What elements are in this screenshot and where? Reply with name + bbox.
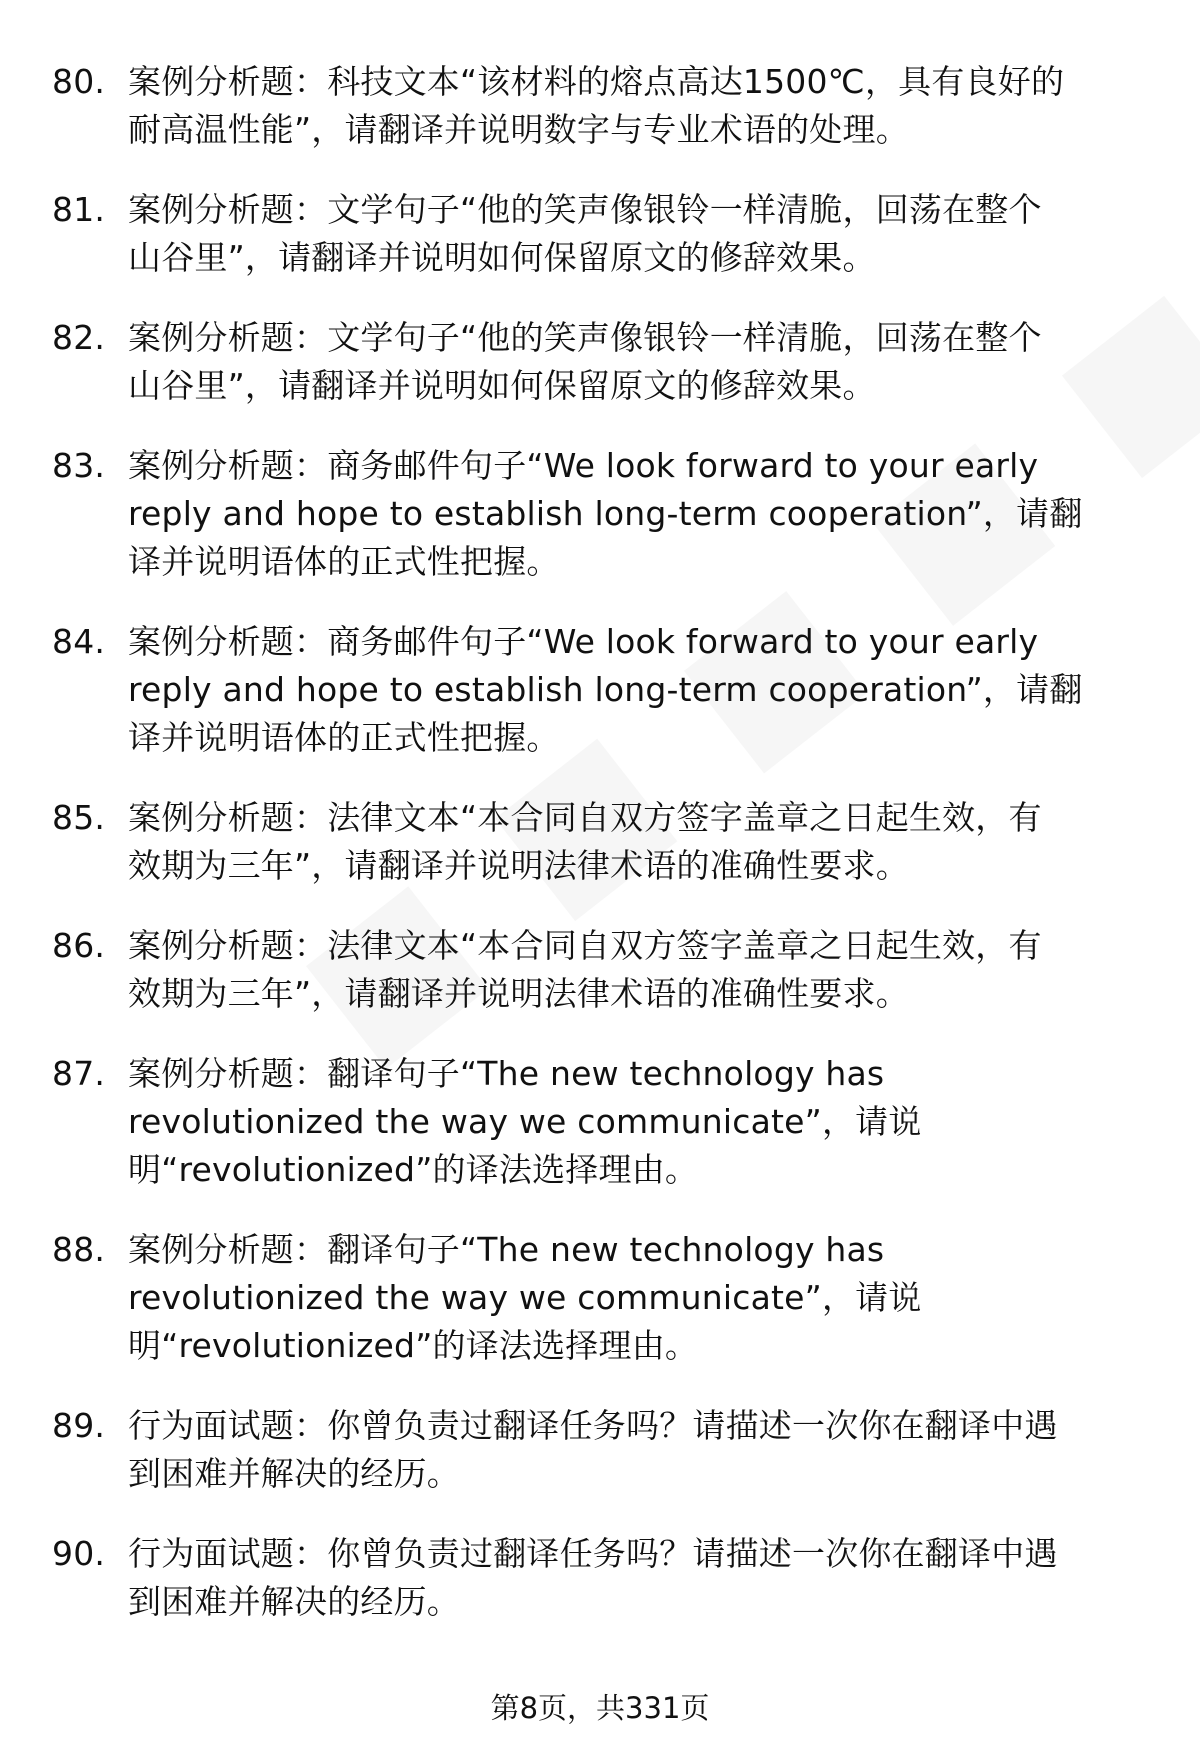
question-number: 89.	[52, 1406, 106, 1445]
question-line-1: 案例分析题：翻译句子“The new technology has	[128, 1230, 885, 1269]
question-line-2: revolutionized the way we communicate”，请说	[128, 1278, 922, 1317]
question-number: 80.	[52, 62, 106, 101]
question-item-82	[0, 314, 1200, 410]
question-line-1: 案例分析题：法律文本“本合同自双方签字盖章之日起生效，有	[128, 926, 1042, 965]
question-line-1: 案例分析题：商务邮件句子“We look forward to your early	[128, 446, 1039, 485]
question-line-3: 译并说明语体的正式性把握。	[128, 542, 560, 581]
question-line-1: 案例分析题：文学句子“他的笑声像银铃一样清脆，回荡在整个	[128, 190, 1042, 229]
question-item-83	[0, 442, 1200, 586]
page-footer	[0, 1688, 1200, 1728]
question-line-2: reply and hope to establish long-term cooperation”，请翻	[128, 670, 1083, 709]
question-line-3: 明“revolutionized”的译法选择理由。	[128, 1150, 699, 1189]
question-item-85	[0, 794, 1200, 890]
question-line-1: 案例分析题：文学句子“他的笑声像银铃一样清脆，回荡在整个	[128, 318, 1042, 357]
question-item-88	[0, 1226, 1200, 1370]
question-line-1: 行为面试题：你曾负责过翻译任务吗？请描述一次你在翻译中遇	[128, 1534, 1058, 1573]
question-number: 85.	[52, 798, 106, 837]
question-line-2: 山谷里”，请翻译并说明如何保留原文的修辞效果。	[128, 366, 876, 405]
question-line-2: 效期为三年”，请翻译并说明法律术语的准确性要求。	[128, 974, 909, 1013]
question-line-1: 案例分析题：法律文本“本合同自双方签字盖章之日起生效，有	[128, 798, 1042, 837]
page-number-text: 第8页，共331页	[490, 1691, 710, 1725]
question-number: 84.	[52, 622, 106, 661]
question-line-1: 案例分析题：科技文本“该材料的熔点高达1500℃，具有良好的	[128, 62, 1065, 101]
question-line-2: reply and hope to establish long-term cooperation”，请翻	[128, 494, 1083, 533]
question-item-80	[0, 58, 1200, 154]
question-list	[0, 58, 1200, 1658]
question-item-90	[0, 1530, 1200, 1626]
question-line-1: 案例分析题：翻译句子“The new technology has	[128, 1054, 885, 1093]
question-number: 83.	[52, 446, 106, 485]
question-line-3: 明“revolutionized”的译法选择理由。	[128, 1326, 699, 1365]
question-number: 90.	[52, 1534, 106, 1573]
question-line-2: 到困难并解决的经历。	[128, 1582, 460, 1621]
question-item-87	[0, 1050, 1200, 1194]
question-line-1: 行为面试题：你曾负责过翻译任务吗？请描述一次你在翻译中遇	[128, 1406, 1058, 1445]
question-item-81	[0, 186, 1200, 282]
question-line-1: 案例分析题：商务邮件句子“We look forward to your early	[128, 622, 1039, 661]
question-number: 87.	[52, 1054, 106, 1093]
question-line-2: 到困难并解决的经历。	[128, 1454, 460, 1493]
question-item-89	[0, 1402, 1200, 1498]
question-line-2: 山谷里”，请翻译并说明如何保留原文的修辞效果。	[128, 238, 876, 277]
question-line-2: revolutionized the way we communicate”，请说	[128, 1102, 922, 1141]
question-item-84	[0, 618, 1200, 762]
question-item-86	[0, 922, 1200, 1018]
question-number: 86.	[52, 926, 106, 965]
question-line-2: 效期为三年”，请翻译并说明法律术语的准确性要求。	[128, 846, 909, 885]
question-number: 81.	[52, 190, 106, 229]
question-line-3: 译并说明语体的正式性把握。	[128, 718, 560, 757]
question-line-2: 耐高温性能”，请翻译并说明数字与专业术语的处理。	[128, 110, 909, 149]
question-number: 82.	[52, 318, 106, 357]
question-number: 88.	[52, 1230, 106, 1269]
